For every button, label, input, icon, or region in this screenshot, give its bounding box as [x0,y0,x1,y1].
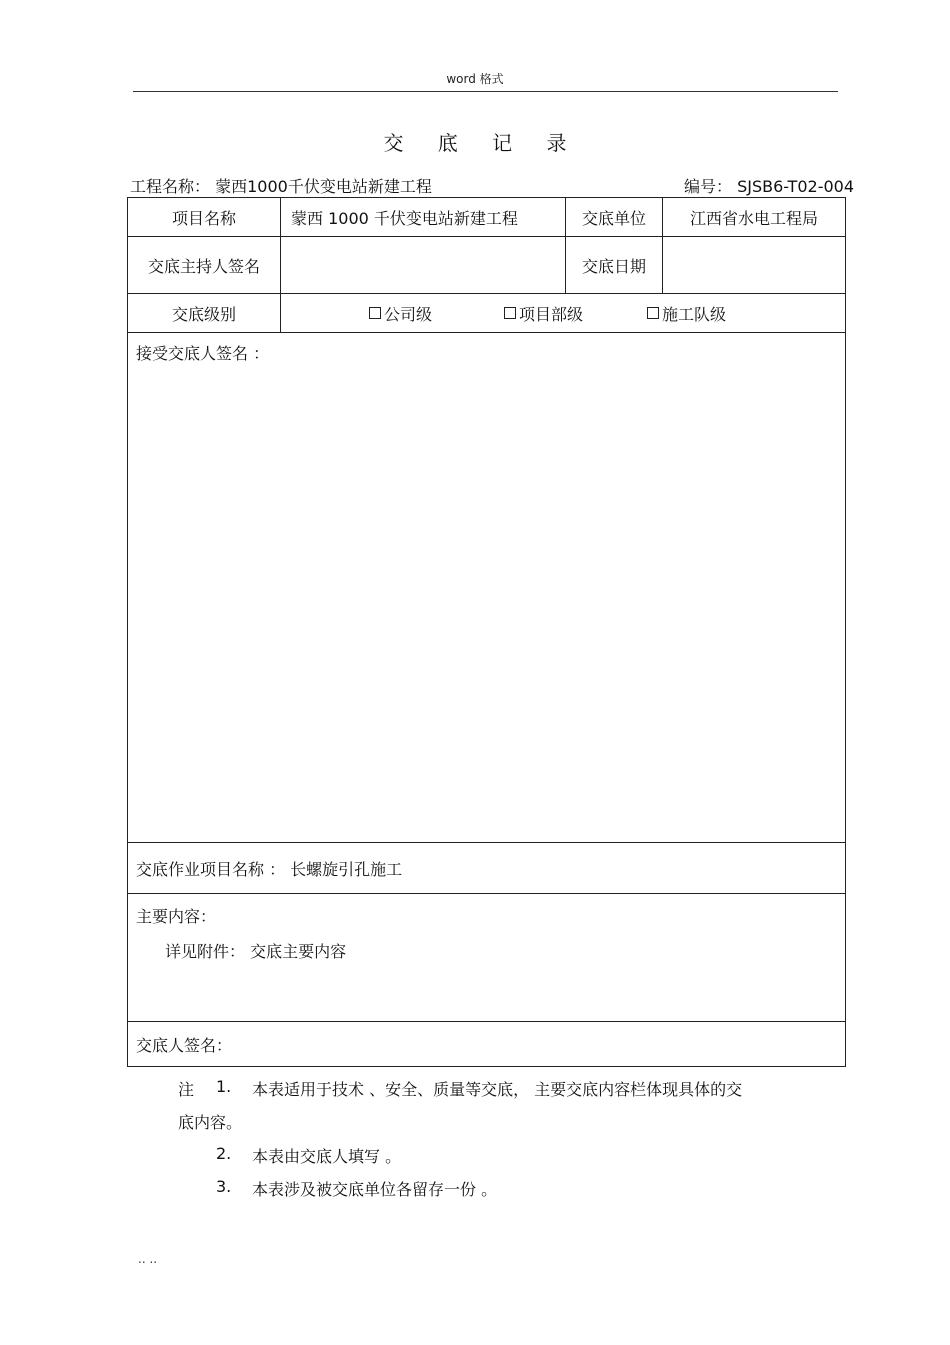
host-sign-field[interactable] [281,237,566,294]
page-footer: .. .. [138,1252,158,1266]
note-number: 2. [216,1144,232,1163]
table-row [128,333,846,843]
main-content-area[interactable] [128,894,846,1022]
table-row [128,894,846,1022]
unit-value[interactable]: 江西省水电工程局 [663,198,846,237]
main-content-label: 主要内容： [136,907,217,926]
document-title: 交 底 记 录 [383,131,581,155]
document-code-line [684,174,854,197]
code-label: 编号： [683,177,732,196]
header-divider [133,91,838,92]
note-text-continued: 底内容。 [178,1113,243,1132]
note-text: 本表适用于技术 、安全、质量等交底， 主要交底内容栏体现具体的交 [252,1080,743,1099]
level-option-project-dept[interactable] [504,302,583,325]
table-row [128,294,846,333]
level-label: 交底级别 [128,294,281,333]
project-name-line [130,174,432,197]
table-row [128,237,846,294]
main-content-detail: 详见附件： 交底主要内容 [165,942,347,961]
option-label: 施工队级 [662,304,727,324]
note-number: 1. [216,1077,232,1096]
level-option-construction-team[interactable] [647,302,726,325]
note-number: 3. [216,1177,232,1196]
date-label: 交底日期 [566,237,663,294]
level-options [281,294,846,333]
unit-label: 交底单位 [566,198,663,237]
date-field[interactable] [663,237,846,294]
note-text: 本表涉及被交底单位各留存一份 。 [252,1180,498,1199]
checkbox-icon[interactable] [504,307,516,319]
project-label: 工程名称： [130,177,211,196]
project-name: 蒙西1000千伏变电站新建工程 [215,177,432,196]
item-name-label: 项目名称 [128,198,281,237]
notes-prefix: 注 [178,1080,195,1099]
receiver-sign-area[interactable] [128,333,846,843]
checkbox-icon[interactable] [369,307,381,319]
handover-record-table [127,197,846,1067]
table-row [128,843,846,894]
code-value: SJSB6-T02-004 [737,177,854,196]
item-name-value[interactable]: 蒙西 1000 千伏变电站新建工程 [281,198,566,237]
option-label: 公司级 [384,304,433,324]
host-sign-label: 交底主持人签名 [128,237,281,294]
signer-label[interactable]: 交底人签名： [128,1022,846,1067]
option-label: 项目部级 [519,304,584,324]
table-row [128,198,846,237]
note-text: 本表由交底人填写 。 [252,1147,402,1166]
table-row [128,1022,846,1067]
page-header: word 格式 [446,72,504,86]
work-item-name: 交底作业项目名称 ： 长螺旋引孔施工 [128,843,846,894]
checkbox-icon[interactable] [647,307,659,319]
receiver-sign-label: 接受交底人签名 ： [136,344,270,363]
level-option-company[interactable] [369,302,432,325]
